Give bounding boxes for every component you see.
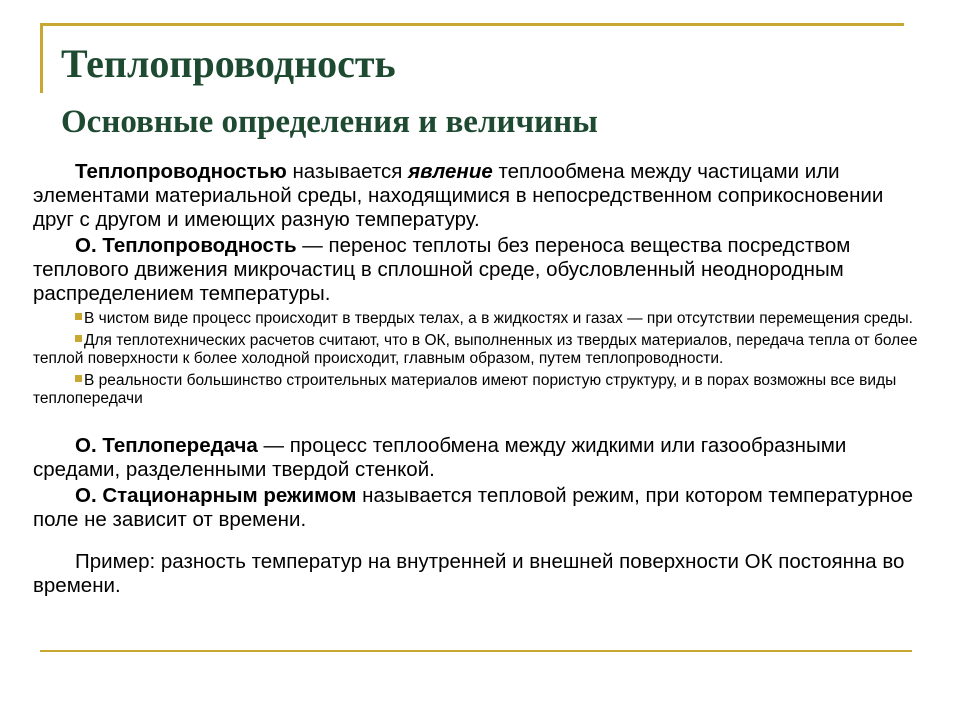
slide-title: Теплопроводность: [61, 41, 396, 86]
bullet-list: [33, 310, 923, 408]
example-text: Пример: разность температур на внутренней и внешней поверхности ОК постоянна во времени.: [33, 550, 905, 597]
definition-text: называется тепловой режим, при котором температурное поле не зависит от времени.: [33, 484, 914, 531]
term-label: Теплопроводностью: [75, 160, 287, 183]
left-border-line: [40, 23, 43, 93]
square-bullet-icon: [75, 335, 82, 342]
term-label: О. Теплопередача: [75, 434, 258, 457]
emphasis-term: явление: [408, 160, 493, 183]
slide-body: [33, 160, 923, 600]
definition-thermal-conductivity-phenomenon: [33, 160, 923, 232]
term-label: О. Теплопроводность: [75, 234, 297, 257]
bullet-text: В реальности большинство строительных материалов имеют пористую структуру, и в порах возможны все виды теплопередачи: [33, 372, 897, 407]
bullet-item: [33, 372, 923, 408]
definition-thermal-conductivity: [33, 234, 923, 306]
spacer: [33, 412, 923, 434]
definition-stationary-mode: [33, 484, 923, 532]
slide-subtitle: Основные определения и величины: [61, 104, 598, 140]
definition-heat-transfer: [33, 434, 923, 482]
spacer: [33, 534, 923, 550]
bullet-text: В чистом виде процесс происходит в твердых телах, а в жидкостях и газах — при отсутствии перемещения среды.: [84, 310, 913, 327]
definition-text: теплообмена между частицами или элементами материальной среды, находящимися в непосредственном соприкосновении друг с другом и имеющих разную температуру.: [33, 160, 884, 231]
square-bullet-icon: [75, 313, 82, 320]
definition-text: — перенос теплоты без переноса вещества посредством теплового движения микрочастиц в сплошной среде, обусловленный неоднородным распределением температуры.: [33, 234, 851, 305]
top-border-line: [40, 23, 904, 26]
bullet-item: [33, 310, 923, 328]
term-label: О. Стационарным режимом: [75, 484, 357, 507]
bullet-text: Для теплотехнических расчетов считают, что в ОК, выполненных из твердых материалов, передача тепла от более теплой поверхности к более холодной происходит, главным образом, путем теплопроводности.: [33, 332, 918, 367]
bullet-item: [33, 332, 923, 368]
bottom-border-line: [40, 650, 912, 652]
definition-text: — процесс теплообмена между жидкими или газообразными средами, разделенными твердой стенкой.: [33, 434, 847, 481]
square-bullet-icon: [75, 375, 82, 382]
definition-text: называется: [286, 160, 409, 183]
